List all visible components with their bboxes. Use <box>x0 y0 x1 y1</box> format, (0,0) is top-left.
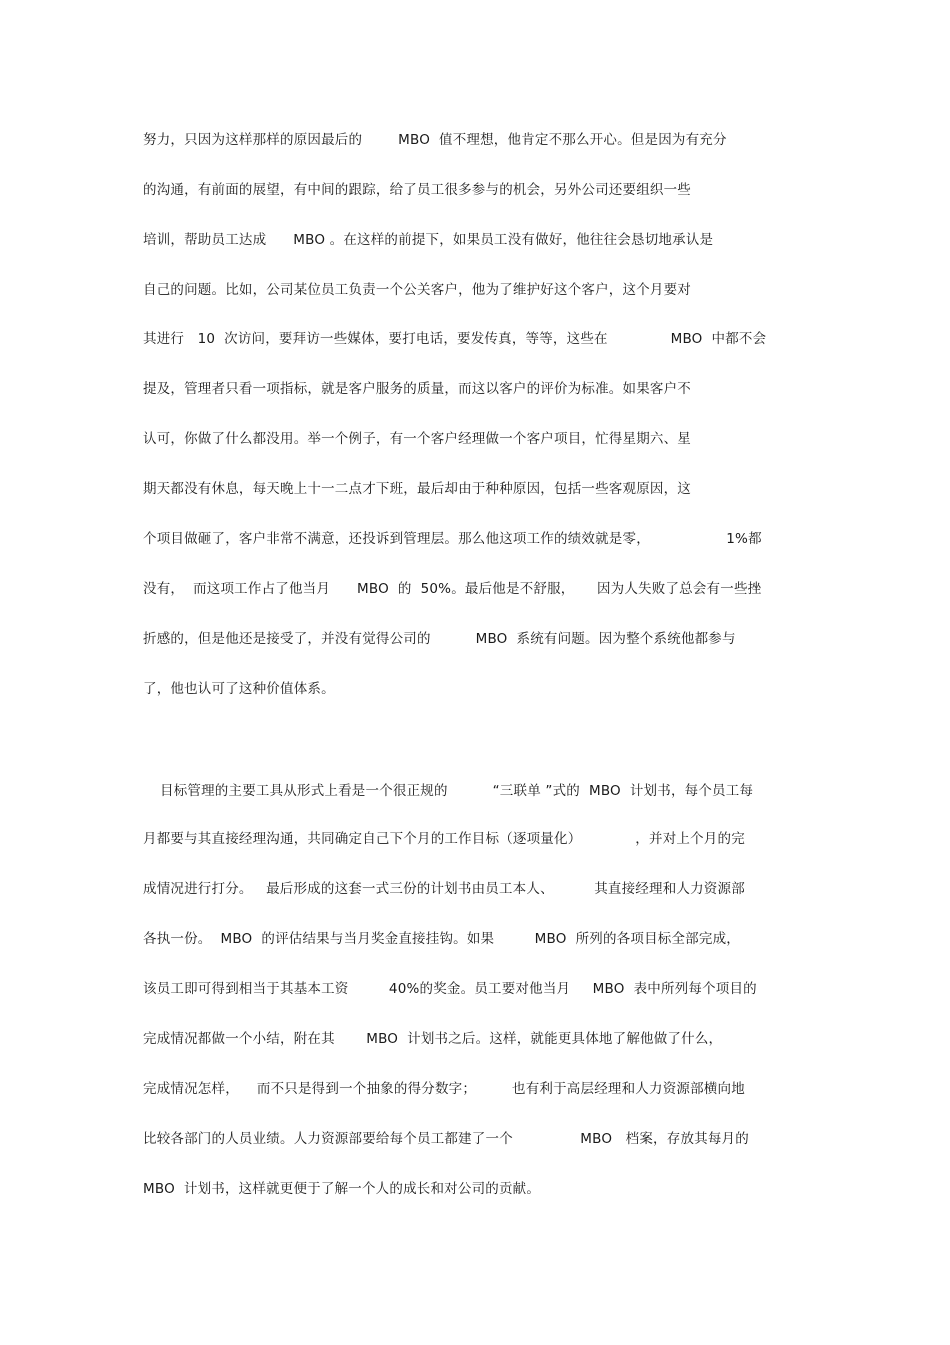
text-line: 自己的问题。比如，公司某位员工负责一个公关客户，他为了维护好这个客户，这个月要对 <box>143 282 691 298</box>
text-line: 成情况进行打分。 最后形成的这套一式三份的计划书由员工本人、 其直接经理和人力资源部 <box>143 881 745 897</box>
text-line: 了，他也认可了这种价值体系。 <box>143 681 335 697</box>
text-line: 期天都没有休息，每天晚上十一二点才下班，最后却由于种种原因，包括一些客观原因，这 <box>143 481 691 497</box>
text-line: 没有， 而这项工作占了他当月 MBO 的 50%。最后他是不舒服， 因为人失败了总会有一些挫 <box>143 581 762 597</box>
text-line: 的沟通，有前面的展望，有中间的跟踪，给了员工很多参与的机会，另外公司还要组织一些 <box>143 182 691 198</box>
text-line: 折感的，但是他还是接受了，并没有觉得公司的 MBO 系统有问题。因为整个系统他都参与 <box>143 631 736 647</box>
text-line: 努力，只因为这样那样的原因最后的 MBO 值不理想，他肯定不那么开心。但是因为有充分 <box>143 132 727 148</box>
text-line: 完成情况怎样， 而不只是得到一个抽象的得分数字； 也有利于高层经理和人力资源部横向地 <box>143 1081 745 1097</box>
text-line: 认可，你做了什么都没用。举一个例子，有一个客户经理做一个客户项目，忙得星期六、星 <box>143 431 691 447</box>
text-line: MBO 计划书，这样就更便于了解一个人的成长和对公司的贡献。 <box>143 1181 541 1197</box>
text-line: 月都要与其直接经理沟通，共同确定自己下个月的工作目标（逐项量化） ，并对上个月的完 <box>143 831 745 847</box>
text-line: 目标管理的主要工具从形式上看是一个很正规的 “三联单 ”式的 MBO 计划书，每个员工每 <box>160 783 754 799</box>
text-line: 完成情况都做一个小结，附在其 MBO 计划书之后。这样，就能更具体地了解他做了什么， <box>143 1031 723 1047</box>
text-line: 该员工即可得到相当于其基本工资 40%的奖金。员工要对他当月 MBO 表中所列每个项目的 <box>143 981 757 997</box>
text-line: 比较各部门的人员业绩。人力资源部要给每个员工都建了一个 MBO 档案，存放其每月的 <box>143 1131 749 1147</box>
text-line: 个项目做砸了，客户非常不满意，还投诉到管理层。那么他这项工作的绩效就是零， 1%都 <box>143 531 762 547</box>
text-line: 其进行 10 次访问，要拜访一些媒体，要打电话，要发传真，等等，这些在 MBO 中都不会 <box>143 331 767 347</box>
text-line: 各执一份。 MBO 的评估结果与当月奖金直接挂钩。如果 MBO 所列的各项目标全部完成， <box>143 931 740 947</box>
text-line: 提及，管理者只看一项指标，就是客户服务的质量，而这以客户的评价为标准。如果客户不 <box>143 381 691 397</box>
text-line: 培训，帮助员工达成 MBO 。在这样的前提下，如果员工没有做好，他往往会恳切地承认是 <box>143 232 714 248</box>
